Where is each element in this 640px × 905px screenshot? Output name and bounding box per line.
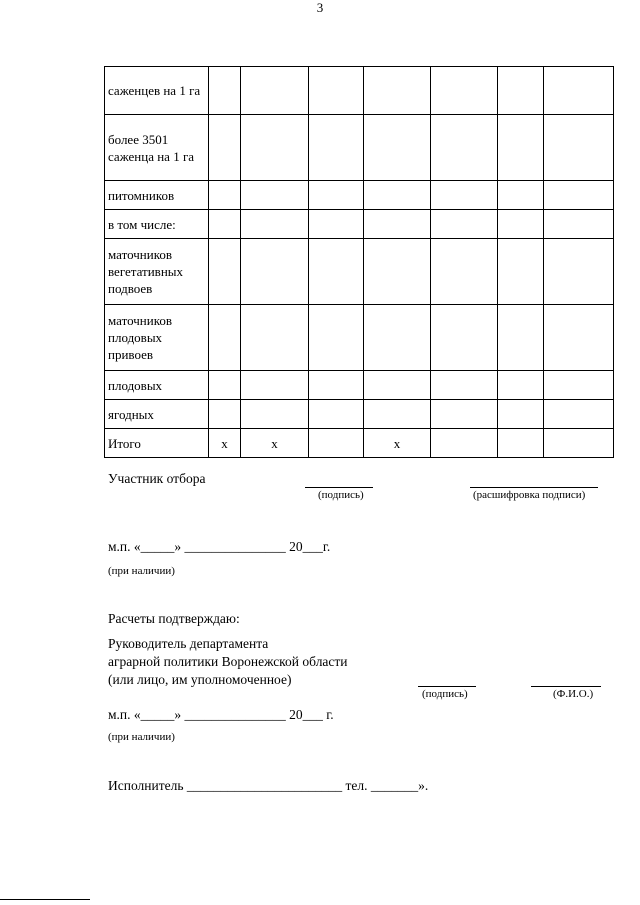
table-cell: [498, 371, 544, 400]
head-signature-line: [418, 686, 476, 687]
table-cell: [431, 429, 498, 458]
table-cell: [544, 239, 614, 305]
table-cell: [544, 115, 614, 181]
table-cell: [364, 67, 431, 115]
table-row: [105, 305, 614, 371]
table-cell: [431, 115, 498, 181]
table-cell: [498, 305, 544, 371]
table-cell: [498, 210, 544, 239]
table-cell: [431, 210, 498, 239]
footnote-rule: [0, 899, 90, 900]
table-cell: х: [209, 429, 241, 458]
participant-label: Участник отбора: [108, 471, 206, 486]
table-cell: [544, 371, 614, 400]
table-cell: [241, 115, 309, 181]
table-row: [105, 181, 614, 210]
table-row: [105, 429, 614, 458]
table-cell: [209, 210, 241, 239]
table-cell: [209, 239, 241, 305]
row-label: маточников вегетативных подвоев: [105, 239, 209, 305]
participant-signature-caption: (подпись): [318, 489, 364, 501]
table-cell: [241, 400, 309, 429]
table-cell: [209, 400, 241, 429]
stamp-note-2: (при наличии): [108, 731, 175, 743]
executor-line: Исполнитель _______________________ тел. _______».: [108, 778, 429, 793]
stamp-date-line-2: м.п. «_____» _______________ 20___ г.: [108, 707, 334, 722]
table-cell: [431, 67, 498, 115]
table-cell: [241, 210, 309, 239]
row-label: ягодных: [105, 400, 209, 429]
row-label: более 3501 саженца на 1 га: [105, 115, 209, 181]
table-cell: [309, 400, 364, 429]
table-row: [105, 371, 614, 400]
table-cell: [364, 181, 431, 210]
table-cell: [241, 305, 309, 371]
table-cell: х: [241, 429, 309, 458]
stamp-note-1: (при наличии): [108, 565, 175, 577]
table-cell: [209, 305, 241, 371]
confirmation-title: Расчеты подтверждаю:: [108, 611, 240, 626]
table-cell: [364, 210, 431, 239]
table-cell: [544, 181, 614, 210]
table-cell: [209, 181, 241, 210]
page-number: 3: [316, 0, 324, 15]
table-cell: [241, 371, 309, 400]
table-cell: [309, 67, 364, 115]
table-cell: [209, 115, 241, 181]
table-cell: [364, 400, 431, 429]
table-cell: [498, 67, 544, 115]
row-label: плодовых: [105, 371, 209, 400]
table-cell: [498, 239, 544, 305]
row-label: питомников: [105, 181, 209, 210]
participant-decoding-caption: (расшифровка подписи): [473, 489, 586, 501]
table-cell: [431, 400, 498, 429]
table-cell: [309, 239, 364, 305]
head-line-2: аграрной политики Воронежской области: [108, 654, 348, 669]
table-cell: [241, 67, 309, 115]
table-cell: [309, 371, 364, 400]
head-signature-caption: (подпись): [422, 688, 468, 700]
table-cell: [544, 400, 614, 429]
row-label: Итого: [105, 429, 209, 458]
table-cell: [309, 210, 364, 239]
table-cell: [544, 305, 614, 371]
table-cell: х: [364, 429, 431, 458]
row-label: в том числе:: [105, 210, 209, 239]
table-cell: [241, 239, 309, 305]
table-cell: [544, 67, 614, 115]
table-cell: [498, 181, 544, 210]
row-label: саженцев на 1 га: [105, 67, 209, 115]
table-cell: [544, 429, 614, 458]
row-label: маточников плодовых привоев: [105, 305, 209, 371]
table-cell: [241, 181, 309, 210]
head-line-1: Руководитель департамента: [108, 636, 269, 651]
table-cell: [431, 371, 498, 400]
data-table: [104, 66, 614, 458]
participant-signature-line: [305, 487, 373, 488]
table-cell: [498, 400, 544, 429]
table-cell: [209, 67, 241, 115]
table-cell: [544, 210, 614, 239]
head-line-3: (или лицо, им уполномоченное): [108, 672, 292, 687]
table-cell: [431, 239, 498, 305]
head-name-line: [531, 686, 601, 687]
table-cell: [309, 305, 364, 371]
table-cell: [498, 429, 544, 458]
table-row: [105, 67, 614, 115]
table-cell: [364, 115, 431, 181]
table-cell: [309, 429, 364, 458]
stamp-date-line-1: м.п. «_____» _______________ 20___г.: [108, 539, 331, 554]
head-name-caption: (Ф.И.О.): [553, 688, 594, 700]
table-cell: [364, 371, 431, 400]
table-cell: [309, 181, 364, 210]
table-cell: [498, 115, 544, 181]
table-cell: [431, 181, 498, 210]
table-cell: [431, 305, 498, 371]
table-row: [105, 115, 614, 181]
table-cell: [309, 115, 364, 181]
table-row: [105, 210, 614, 239]
table-cell: [364, 239, 431, 305]
table-cell: [364, 305, 431, 371]
table-row: [105, 239, 614, 305]
participant-decoding-line: [470, 487, 598, 488]
table-row: [105, 400, 614, 429]
table-cell: [209, 371, 241, 400]
